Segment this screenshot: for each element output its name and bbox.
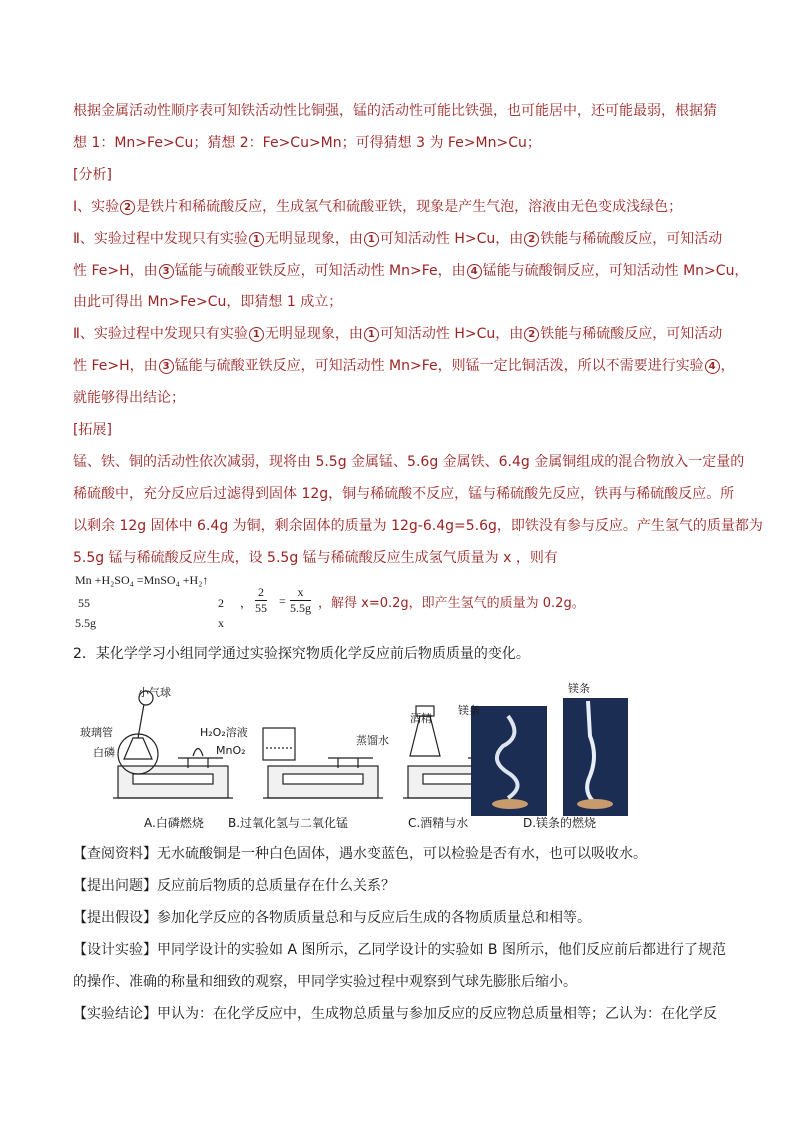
label-mg-strip-1: 镁条 bbox=[458, 704, 480, 717]
circled-num: 2 bbox=[120, 200, 135, 215]
intro-line-1: 根据金属活动性顺序表可知铁活动性比铜强，锰的活动性可能比铁强，也可能居中，还可能最弱，根据猜 bbox=[73, 103, 717, 119]
label-distilled-water: 蒸馏水 bbox=[356, 734, 389, 747]
equation-unknown-h2: x bbox=[218, 616, 224, 630]
section-question: 【提出问题】反应前后物质的总质量存在什么关系？ bbox=[73, 878, 395, 894]
section-conclusion: 【实验结论】甲认为：在化学反应中，生成物总质量与参加反应的反应物总质量相等；乙认为：在化学反 bbox=[73, 1006, 717, 1022]
extension-line-1: 锰、铁、铜的活动性依次减弱，现将由 5.5g 金属锰、5.6g 金属铁、6.4g 金属铜组成的混合物放入一定量的 bbox=[73, 454, 745, 470]
equation-equals: = bbox=[279, 594, 286, 608]
equation-given-mn: 5.5g bbox=[75, 616, 96, 630]
equation-comma: ， bbox=[240, 596, 253, 610]
section-hypothesis: 【提出假设】参加化学反应的各物质质量总和与反应后生成的各物质质量总和相等。 bbox=[73, 910, 591, 926]
caption-d: D.镁条的燃烧 bbox=[523, 816, 597, 830]
extension-line-3: 以剩余 12g 固体中 6.4g 为铜，剩余固体的质量为 12g-6.4g=5.6g，即铁没有参与反应。产生氢气的质量都为 bbox=[73, 518, 763, 534]
balance-a bbox=[113, 691, 233, 798]
fraction-2-denominator: 5.5g bbox=[290, 601, 311, 615]
fraction-2-numerator: x bbox=[290, 585, 311, 601]
extension-line-2: 稀硫酸中，充分反应后过滤得到固体 12g，铜与稀硫酸不反应，锰与稀硫酸先反应，铁再与稀硫酸反应。所 bbox=[73, 486, 735, 502]
analysis-point-2-line-2: 性 Fe>H，由 3 锰能与硫酸亚铁反应，可知活动性 Mn>Fe，由 4 锰能与硫酸铜反应，可知活动性 Mn>Cu， bbox=[73, 263, 749, 279]
fraction-1-numerator: 2 bbox=[255, 585, 267, 601]
label-balloon: 小气球 bbox=[138, 686, 171, 699]
caption-b: B.过氧化氢与二氧化锰 bbox=[228, 816, 349, 830]
label-mno2: MnO₂ bbox=[216, 744, 246, 757]
section-design-line-2: 的操作、准确的称量和细致的观察，甲同学实验过程中观察到气球先膨胀后缩小。 bbox=[73, 974, 577, 990]
analysis-heading: [分析] bbox=[73, 167, 112, 183]
equation-row: Mn +H₂SO₄ =MnSO₄ +H₂↑ bbox=[75, 573, 209, 587]
equation-mass-h2: 2 bbox=[218, 596, 224, 610]
fraction-1-denominator: 55 bbox=[255, 601, 267, 615]
label-h2o2: H₂O₂溶液 bbox=[200, 726, 248, 739]
analysis-point-2-line-1: Ⅱ、实验过程中发现只有实验 1 无明显现象，由 1 可知活动性 H>Cu，由 2 铁能与稀硫酸反应，可知活动 bbox=[73, 231, 723, 247]
analysis-point-3-line-2: 性 Fe>H，由 3 锰能与硫酸亚铁反应，可知活动性 Mn>Fe，则锰一定比铜活泼，所以不需要进行实验 4 ， bbox=[73, 358, 735, 374]
analysis-point-3-line-1: Ⅱ、实验过程中发现只有实验 1 无明显现象，由 1 可知活动性 H>Cu，由 2 铁能与稀硫酸反应，可知活动 bbox=[73, 326, 723, 342]
equation-mass-mn: 55 bbox=[78, 596, 90, 610]
label-mg-strip-2: 镁条 bbox=[568, 682, 590, 695]
experiment-illustration bbox=[78, 676, 638, 836]
extension-line-4: 5.5g 锰与稀硫酸反应生成，设 5.5g 锰与稀硫酸反应生成氢气质量为 x ，则有 bbox=[73, 550, 558, 566]
fraction-1 bbox=[255, 585, 267, 616]
question-2: 2．某化学学习小组同学通过实验探究物质化学反应前后物质质量的变化。 bbox=[73, 646, 530, 662]
analysis-point-2-line-3: 由此可得出 Mn>Fe>Cu，即猜想 1 成立； bbox=[73, 294, 343, 310]
analysis-point-3-line-3: 就能够得出结论； bbox=[73, 390, 185, 406]
label-glass-tube: 玻璃管 bbox=[80, 726, 113, 739]
fraction-2 bbox=[290, 585, 311, 616]
section-design-line-1: 【设计实验】甲同学设计的实验如 A 图所示，乙同学设计的实验如 B 图所示，他们反应前后都进行了规范 bbox=[73, 942, 726, 958]
analysis-point-1: Ⅰ、实验 2 是铁片和稀硫酸反应，生成氢气和硫酸亚铁，现象是产生气泡，溶液由无色变成浅绿色； bbox=[73, 199, 683, 215]
equation-result: ，解得 x=0.2g，即产生氢气的质量为 0.2g。 bbox=[318, 596, 585, 611]
intro-line-2: 想 1：Mn>Fe>Cu；猜想 2：Fe>Cu>Mn；可得猜想 3 为 Fe>Mn>Cu； bbox=[73, 135, 541, 151]
extension-heading: [拓展] bbox=[73, 422, 112, 438]
label-alcohol: 酒精 bbox=[410, 712, 432, 725]
caption-c: C.酒精与水 bbox=[408, 816, 469, 830]
experiment-figure bbox=[78, 676, 638, 836]
label-white-phosphorus: 白磷 bbox=[93, 746, 115, 759]
section-lookup: 【查阅资料】无水硫酸铜是一种白色固体，遇水变蓝色，可以检验是否有水，也可以吸收水。 bbox=[73, 846, 647, 862]
caption-a: A.白磷燃烧 bbox=[144, 816, 204, 830]
